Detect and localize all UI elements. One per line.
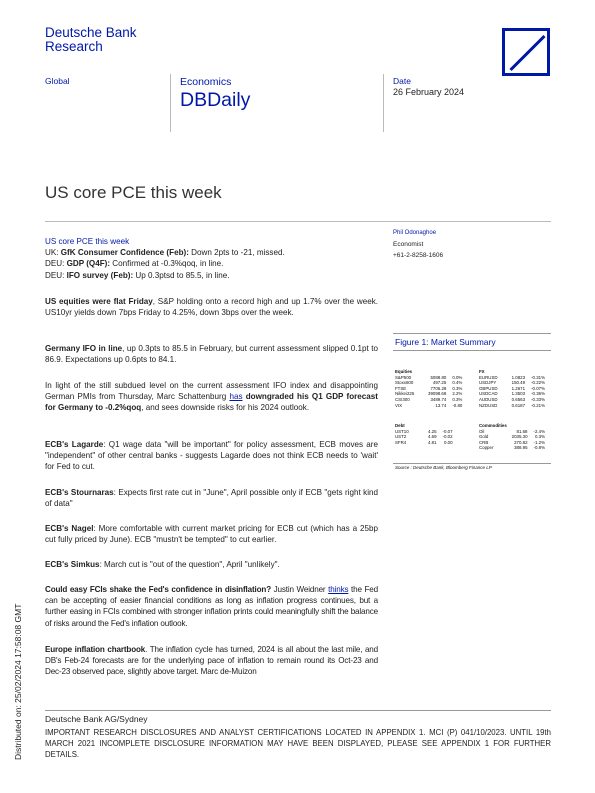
footer-disclosure: IMPORTANT RESEARCH DISCLOSURES AND ANALYST CERTIFICATIONS LOCATED IN APPENDIX 1. MCI (P) 041/10/2023. UNTIL 19th MARCH 2021 INCOMPLETE DISCLOSURE INFORMATION MAY HAVE BEEN DISPLAYED, PLEASE SEE APPENDIX 1 FOR FURTHER DETAILS. xyxy=(45,728,551,760)
debt-header: Debt xyxy=(395,423,405,428)
debt-value: 4.25 xyxy=(428,428,437,434)
summary-block xyxy=(45,236,380,281)
debt-row xyxy=(395,440,459,446)
debt-value: 4.81 xyxy=(428,439,437,445)
summary-line: UK: GfK Consumer Confidence (Feb): Down 2pts to -21, missed. xyxy=(45,248,285,258)
analyst-name[interactable]: Phil Odonaghoe xyxy=(393,230,437,236)
market-summary-figure xyxy=(393,333,551,473)
page-title: US core PCE this week xyxy=(45,183,222,202)
analyst-block xyxy=(393,228,443,261)
equities-value: 0.3% xyxy=(452,385,463,391)
fx-header: FX xyxy=(479,369,485,374)
fx-label: NZDUSD xyxy=(479,402,498,408)
equities-label: Stoxx600 xyxy=(395,380,414,386)
footer-rule xyxy=(45,710,551,711)
equities-value: 2.2% xyxy=(452,391,463,397)
paragraph-inflation-chartbook: Europe inflation chartbook. The inflation cycle has turned, 2024 is all about the last mile, and DB's Feb-24 forecasts are for the underlying pace of inflation to remain round its Oct-23 and Dec-23 observed pace, slightly above target. Marc de-Muizon xyxy=(45,645,379,677)
brand-line1: Deutsche Bank xyxy=(45,25,137,40)
distribution-stamp: Distributed on: 25/02/2024 17:58:08 GMT xyxy=(13,603,23,760)
equities-value: 0.4% xyxy=(452,380,463,386)
paragraph-gdp-forecast: In light of the still subdued level on the current assessment IFO index and disappointing German PMIs from Thursday, Marc Schattenburg has downgraded his Q1 GDP forecast for Germany to -0.2%qoq, and sees downside risks for his 2024 outlook. xyxy=(45,381,378,413)
commodities-header: Commodities xyxy=(479,423,507,428)
equities-value: 497.25 xyxy=(432,380,447,386)
debt-block xyxy=(395,423,459,445)
paragraph-germany-ifo: Germany IFO in line, up 0.3pts to 85.5 in February, but current assessment slipped 0.1pt to 86.9. Expectations up 0.6pts to 84.1. xyxy=(45,344,378,365)
fx-row xyxy=(479,380,551,386)
equities-label: VIX xyxy=(395,402,403,408)
equities-row xyxy=(395,397,468,403)
equities-value: 7706.28 xyxy=(430,385,447,391)
footer-entity: Deutsche Bank AG/Sydney xyxy=(45,714,148,724)
fx-label: GBPUSD xyxy=(479,385,498,391)
commodities-value: 2035.30 xyxy=(511,434,528,440)
publication-title: DBDaily xyxy=(180,89,251,111)
title-rule xyxy=(45,221,551,222)
fx-value: 150.49 xyxy=(511,380,526,386)
commodities-value: 388.95 xyxy=(514,445,528,451)
fx-label: USDJPY xyxy=(479,380,497,386)
equities-header: Equities xyxy=(395,369,413,374)
fx-value: -0.21% xyxy=(531,402,545,408)
date-label: Date xyxy=(393,76,411,86)
commodities-value: -0.8% xyxy=(533,445,545,451)
fx-value: 1.3503 xyxy=(511,391,526,397)
commodities-label: CRB xyxy=(479,439,489,445)
brand-line2: Research xyxy=(45,39,103,54)
summary-line: DEU: GDP (Q4F): Confirmed at -0.3%qoq, in line. xyxy=(45,259,224,269)
commodities-value: -2.4% xyxy=(533,428,545,434)
fx-value: -0.31% xyxy=(531,374,545,380)
fx-value: 1.0823 xyxy=(511,374,526,380)
equities-label: S&P500 xyxy=(395,374,412,380)
fx-label: USDCAD xyxy=(479,391,498,397)
analyst-title: Economist xyxy=(393,241,424,248)
divider xyxy=(170,74,171,132)
commodities-value: -1.2% xyxy=(533,439,545,445)
equities-value: 0.0% xyxy=(452,374,463,380)
fx-block xyxy=(479,369,551,408)
link-thinks[interactable]: thinks xyxy=(328,585,349,594)
link-has[interactable]: has xyxy=(229,392,243,402)
debt-label: UST2 xyxy=(395,434,407,440)
commodities-label: Copper xyxy=(479,445,494,451)
equities-label: CSI300 xyxy=(395,396,410,402)
equities-value: 13.74 xyxy=(435,402,447,408)
deutsche-bank-logo xyxy=(502,28,550,76)
paragraph-simkus: ECB's Simkus: March cut is "out of the question", April "unlikely". xyxy=(45,560,280,569)
fx-value: 1.2671 xyxy=(511,385,526,391)
equities-label: FTSE xyxy=(395,385,407,391)
debt-label: UST10 xyxy=(395,428,409,434)
divider xyxy=(383,74,384,132)
region-label: Global xyxy=(45,76,70,86)
debt-value: -0.07 xyxy=(442,428,453,434)
paragraph-lagarde: ECB's Lagarde: Q1 wage data "will be important" for policy assessment, ECB moves are "independent" of other central banks - suggests Lagarde does not think ECB needs to 'wait' for Fed to cut. xyxy=(45,440,379,472)
paragraph-us-equities: US equities were flat Friday, S&P holding onto a record high and up 1.7% over the week. US10yr yields down 7bps Friday to 4.25%, down 3bps over the week. xyxy=(45,297,378,318)
fx-value: -0.07% xyxy=(531,385,545,391)
debt-label: SFR4 xyxy=(395,439,407,445)
equities-value: 39098.68 xyxy=(428,391,447,397)
fx-label: AUDUSD xyxy=(479,396,498,402)
analyst-phone: +61-2-8258-1606 xyxy=(393,252,444,259)
summary-title: US core PCE this week xyxy=(45,237,130,246)
fx-value: -0.22% xyxy=(531,380,545,386)
debt-value: -0.02 xyxy=(442,434,453,440)
summary-line: DEU: IFO survey (Feb): Up 0.3ptsd to 85.5, in line. xyxy=(45,270,230,280)
fx-value: -0.33% xyxy=(531,396,545,402)
equities-row xyxy=(395,403,468,409)
figure-title: Figure 1: Market Summary xyxy=(395,337,496,347)
debt-value: 0.00 xyxy=(444,439,453,445)
paragraph-stournaras: ECB's Stournaras: Expects first rate cut in "June", April possible only if ECB "gets right kind of data" xyxy=(45,488,378,509)
equities-value: 5088.80 xyxy=(430,374,447,380)
fx-row xyxy=(479,397,551,403)
commodities-value: 0.3% xyxy=(534,434,545,440)
equities-value: -0.80 xyxy=(452,402,463,408)
figure-source: Source : Deutsche Bank, Bloomberg Finance LP xyxy=(395,465,492,470)
equities-value: 0.3% xyxy=(452,396,463,402)
paragraph-fci: Could easy FCIs shake the Fed's confidence in disinflation? Justin Weidner thinks the Fed can be accepting of easier financial conditions as long as inflation progress continues, but a further easing in FCIs combined with stronger inflation prints could meaningfully shift the balance of risks around the Fed's inflation outlook. xyxy=(45,585,378,628)
paragraph-nagel: ECB's Nagel: More comfortable with current market pricing for ECB cut (which has a 25bp cut fully priced by June). ECB "mustn't be tempted" to cut earlier. xyxy=(45,524,378,545)
equities-block xyxy=(395,369,468,408)
commodities-block xyxy=(479,423,551,451)
section-label: Economics xyxy=(180,76,232,88)
fx-value: -0.36% xyxy=(531,391,545,397)
debt-value: 4.69 xyxy=(428,434,437,440)
equities-value: 3489.74 xyxy=(430,396,447,402)
date-value: 26 February 2024 xyxy=(393,87,465,97)
commodities-value: 81.68 xyxy=(516,428,528,434)
equities-label: Nikkei225 xyxy=(395,391,415,397)
brand-name xyxy=(45,26,137,54)
fx-row xyxy=(479,403,551,409)
fx-label: EURUSD xyxy=(479,374,498,380)
commodities-label: Oil xyxy=(479,428,485,434)
commodities-label: Gold xyxy=(479,434,489,440)
figure-table xyxy=(393,351,551,473)
commodities-value: 270.82 xyxy=(514,439,528,445)
fx-value: 0.6187 xyxy=(511,402,526,408)
fx-value: 0.6563 xyxy=(511,396,526,402)
commodities-row xyxy=(479,445,551,451)
